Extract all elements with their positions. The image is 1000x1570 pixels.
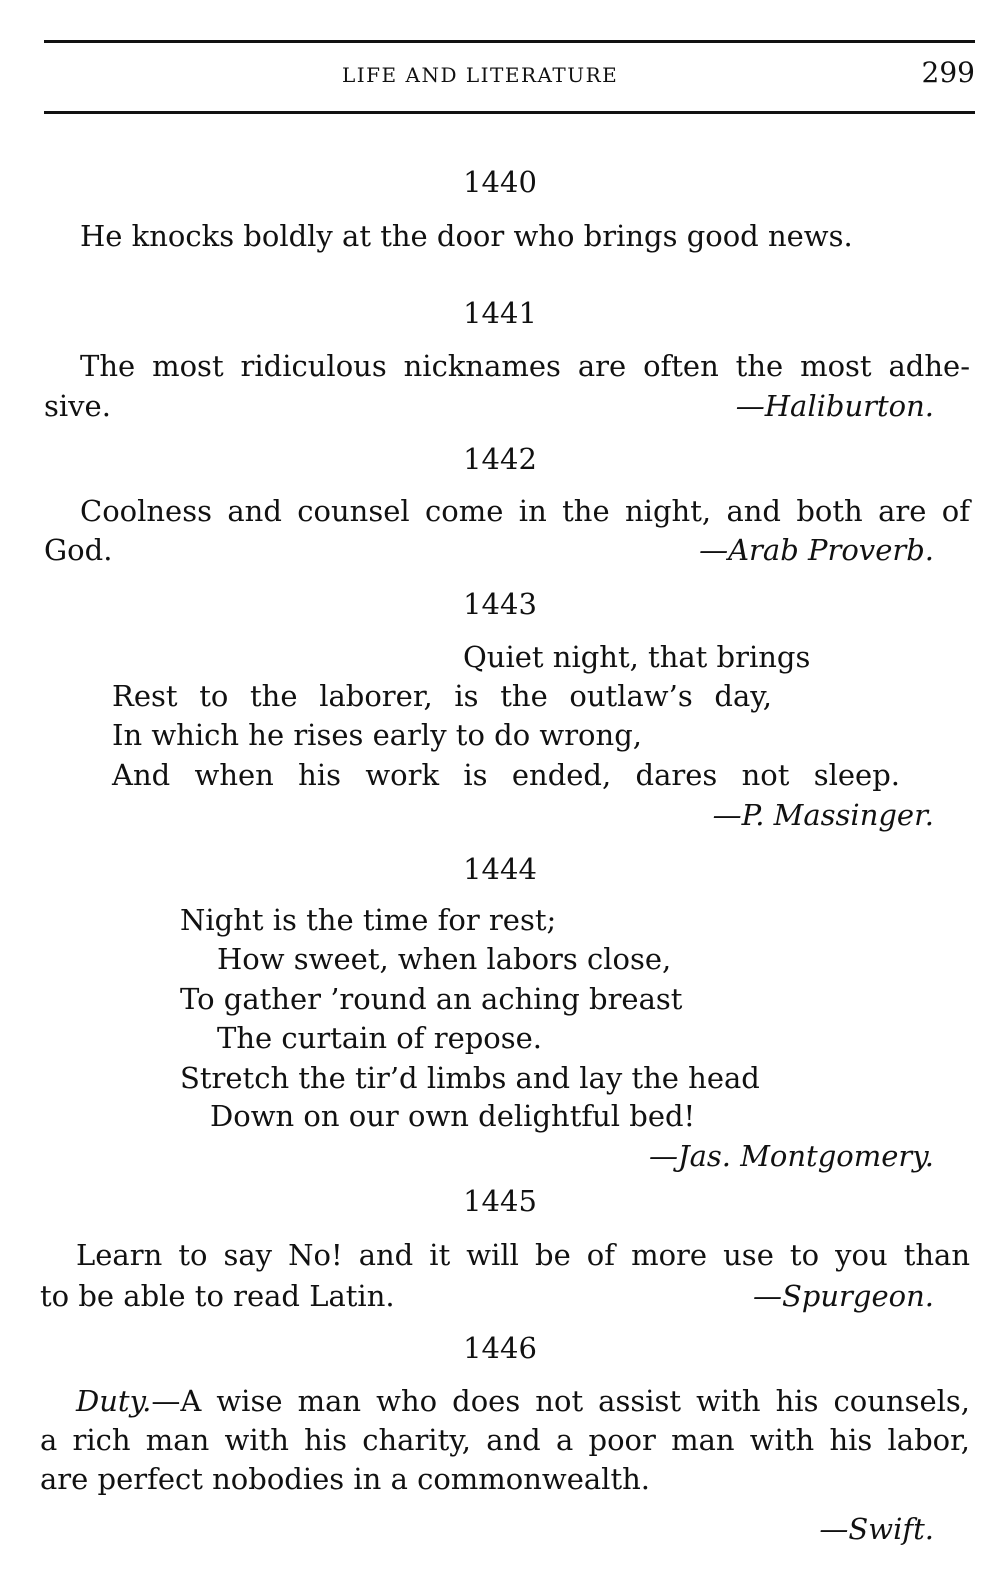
entry-number-1440: 1440 xyxy=(463,165,537,199)
verse-line: Quiet night, that brings xyxy=(463,640,811,674)
entry-number-1442: 1442 xyxy=(463,442,537,476)
entry-1442-attribution: —Arab Proverb. xyxy=(699,533,934,567)
verse-line: In which he rises early to do wrong, xyxy=(112,718,642,752)
entry-1442-line-2: God. xyxy=(44,533,113,567)
header-top-rule xyxy=(44,40,975,43)
entry-1446-line-2: a rich man with his charity, and a poor man with his labor, xyxy=(40,1423,970,1457)
entry-number-1441: 1441 xyxy=(463,296,537,330)
verse-line: Night is the time for rest; xyxy=(180,903,557,937)
entry-number-1445: 1445 xyxy=(463,1184,537,1218)
entry-1442-line-1: Coolness and counsel come in the night, and both are of xyxy=(80,494,970,528)
entry-1445-line-2: to be able to read Latin. xyxy=(40,1279,395,1313)
entry-1445-line-1: Learn to say No! and it will be of more use to you than xyxy=(76,1238,970,1272)
entry-1446-line-3: are perfect nobodies in a commonwealth. xyxy=(40,1462,651,1496)
entry-1441-line-2: sive. xyxy=(44,389,111,423)
entry-1444-attribution: —Jas. Montgomery. xyxy=(648,1139,934,1173)
entry-1446-attribution: —Swift. xyxy=(819,1512,934,1546)
running-title: LIFE AND LITERATURE xyxy=(342,63,619,87)
entry-1446-line-1-rest: —A wise man who does not assist with his counsels, xyxy=(151,1384,970,1418)
entry-1443-attribution: —P. Massinger. xyxy=(712,798,934,832)
verse-line: To gather ’round an aching breast xyxy=(180,982,683,1016)
verse-line: Stretch the tir’d limbs and lay the head xyxy=(180,1061,760,1095)
entry-1445-attribution: —Spurgeon. xyxy=(752,1279,934,1313)
verse-line: How sweet, when labors close, xyxy=(217,942,672,976)
entry-1446-lead: Duty. xyxy=(76,1384,152,1418)
entry-1441-attribution: —Haliburton. xyxy=(735,389,934,423)
page-number: 299 xyxy=(921,56,975,89)
entry-number-1444: 1444 xyxy=(463,852,537,886)
header-bottom-rule xyxy=(44,111,975,114)
entry-1440-text: He knocks boldly at the door who brings good news. xyxy=(80,219,853,253)
verse-line: The curtain of repose. xyxy=(217,1021,543,1055)
entry-1441-line-1: The most ridiculous nicknames are often the most adhe- xyxy=(80,349,970,383)
verse-line: Down on our own delightful bed! xyxy=(210,1099,696,1133)
entry-number-1446: 1446 xyxy=(463,1331,537,1365)
entry-number-1443: 1443 xyxy=(463,587,537,621)
verse-line: Rest to the laborer, is the outlaw’s day, xyxy=(112,679,772,713)
verse-line: And when his work is ended, dares not sleep. xyxy=(112,758,900,792)
entry-1446-line-1 xyxy=(76,1384,970,1418)
